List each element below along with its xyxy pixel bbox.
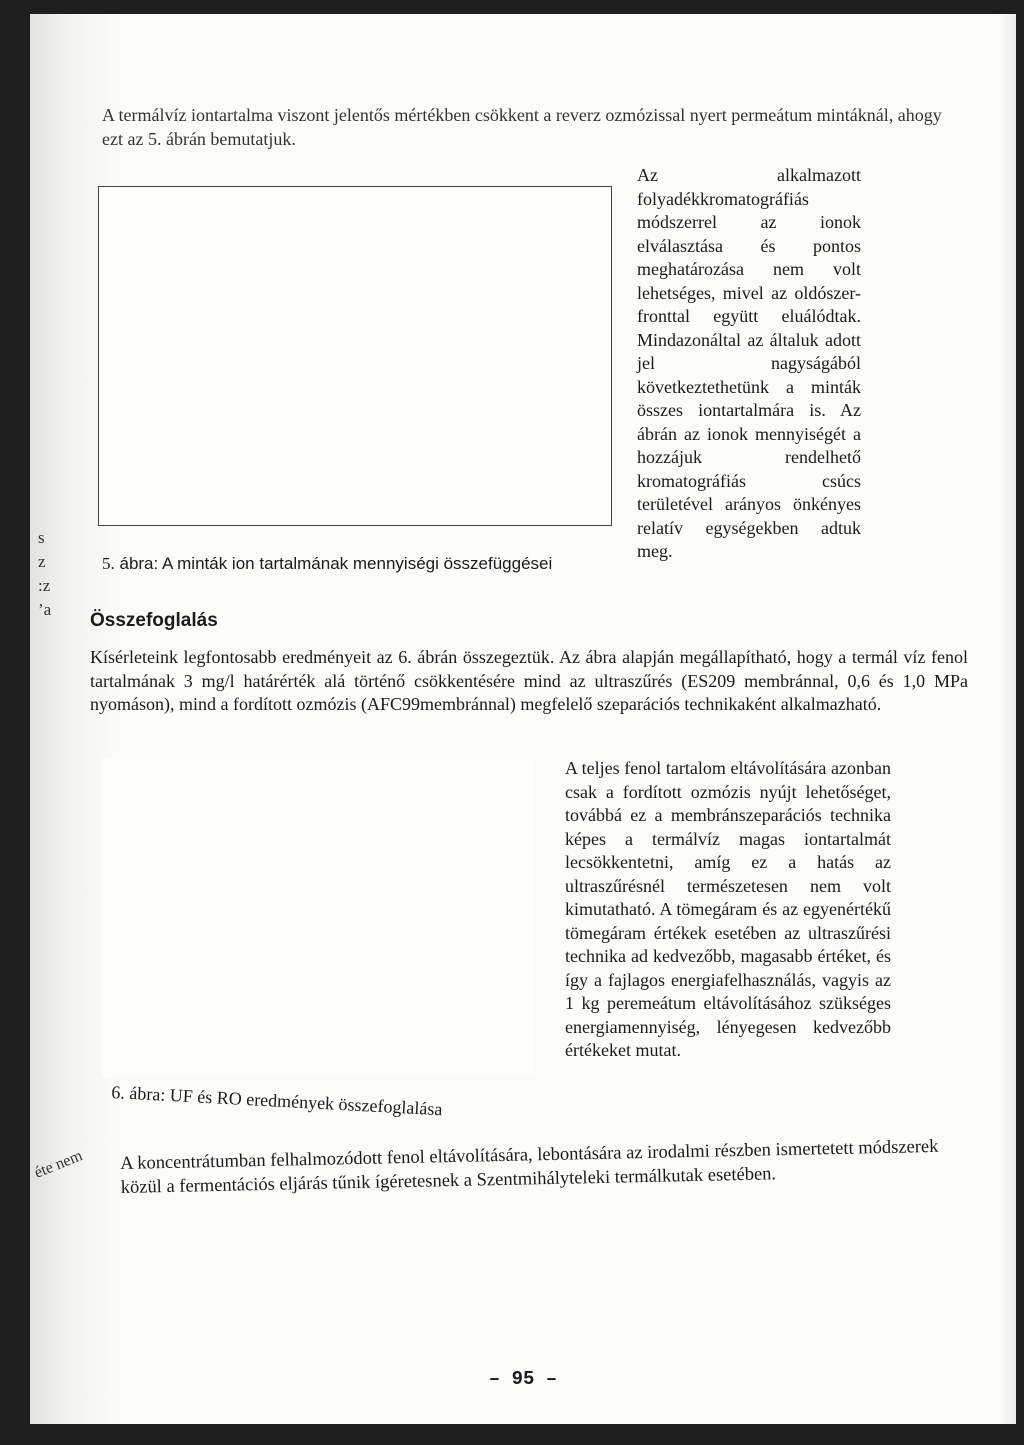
margin-fragment: :z [38,576,51,595]
side-paragraph-1: Az alkalmazott folyadékkromatográfiás módszerrel az ionok elválasztása és pontos meghatározása nem volt lehetséges, mivel az oldószer-fronttal együtt eluálódtak. Mindazonáltal az általuk adott jel nagyságából következtethetünk a minták összes iontartalmára is. Az ábrán az ionok mennyiségét a hozzájuk rendelhető kromatográfiás csúcs területével arányos önkényes relatív egységekben adtuk meg. [637,165,861,561]
book-page [30,14,1016,1424]
margin-fragments [38,526,51,622]
figure-5-caption-number: 5. [102,554,115,573]
figure-6-caption: 6. ábra: UF és RO eredmények összefoglalása [110,1082,443,1120]
figure-5-caption-text: ábra: A minták ion tartalmának mennyiségi összefüggései [119,554,553,573]
figure-5-frame [98,186,612,526]
intro-paragraph: A termálvíz iontartalma viszont jelentős mértékben csökkent a reverz ozmózissal nyert permeátum mintáknál, ahogy ezt az 5. ábrán bemutatjuk. [102,105,942,149]
margin-fragment: z [38,552,46,571]
figure-6-area [102,759,534,1077]
side-paragraph-2: A teljes fenol tartalom eltávolítására azonban csak a fordított ozmózis nyújt lehetőséget, továbbá ez a membránszeparációs technika képes a termálvíz magas iontartalmát lecsökkentetni, amíg ez a hatás az ultraszűrésnél természetesen nem volt kimutatható. A tömegáram és az egyenértékű tömegáram értékek esetében az ultraszűrési technika ad kedvezőbb, magasabb értéket, és így a fajlagos energiafelhasználás, vagyis az 1 kg peremeátum eltávolításához szükséges energiamennyiség, lényegesen kedvezőbb értékeket mutat. [565,758,891,1060]
section-heading: Összefoglalás [90,610,218,631]
closing-paragraph: A koncentrátumban felhalmozódott fenol eltávolítására, lebontására az irodalmi részben ismertetett módszerek közül a fermentációs eljárás tűnik ígéretesnek a Szentmihályteleki termálkutak esetében. [120,1136,939,1198]
margin-fragment: s [38,528,45,547]
margin-fragment: ’a [38,600,52,619]
figure-5-caption [102,554,552,574]
summary-paragraph: Kísérleteink legfontosabb eredményeit az 6. ábrán összegeztük. Az ábra alapján megállapítható, hogy a termál víz fenol tartalmának 3 mg/l határérték alá történő csökkentésére mind az ultraszűrés (ES209 membránnal, 0,6 és 1,0 MPa nyomáson), mind a fordított ozmózis (AFC99membránnal) megfelelő szeparációs technikaként alkalmazható. [90,647,968,714]
margin-curved-fragment: éte nem [32,1147,85,1182]
page-edge-shadow [998,14,1016,1424]
page-number: – 95 – [488,1368,558,1390]
